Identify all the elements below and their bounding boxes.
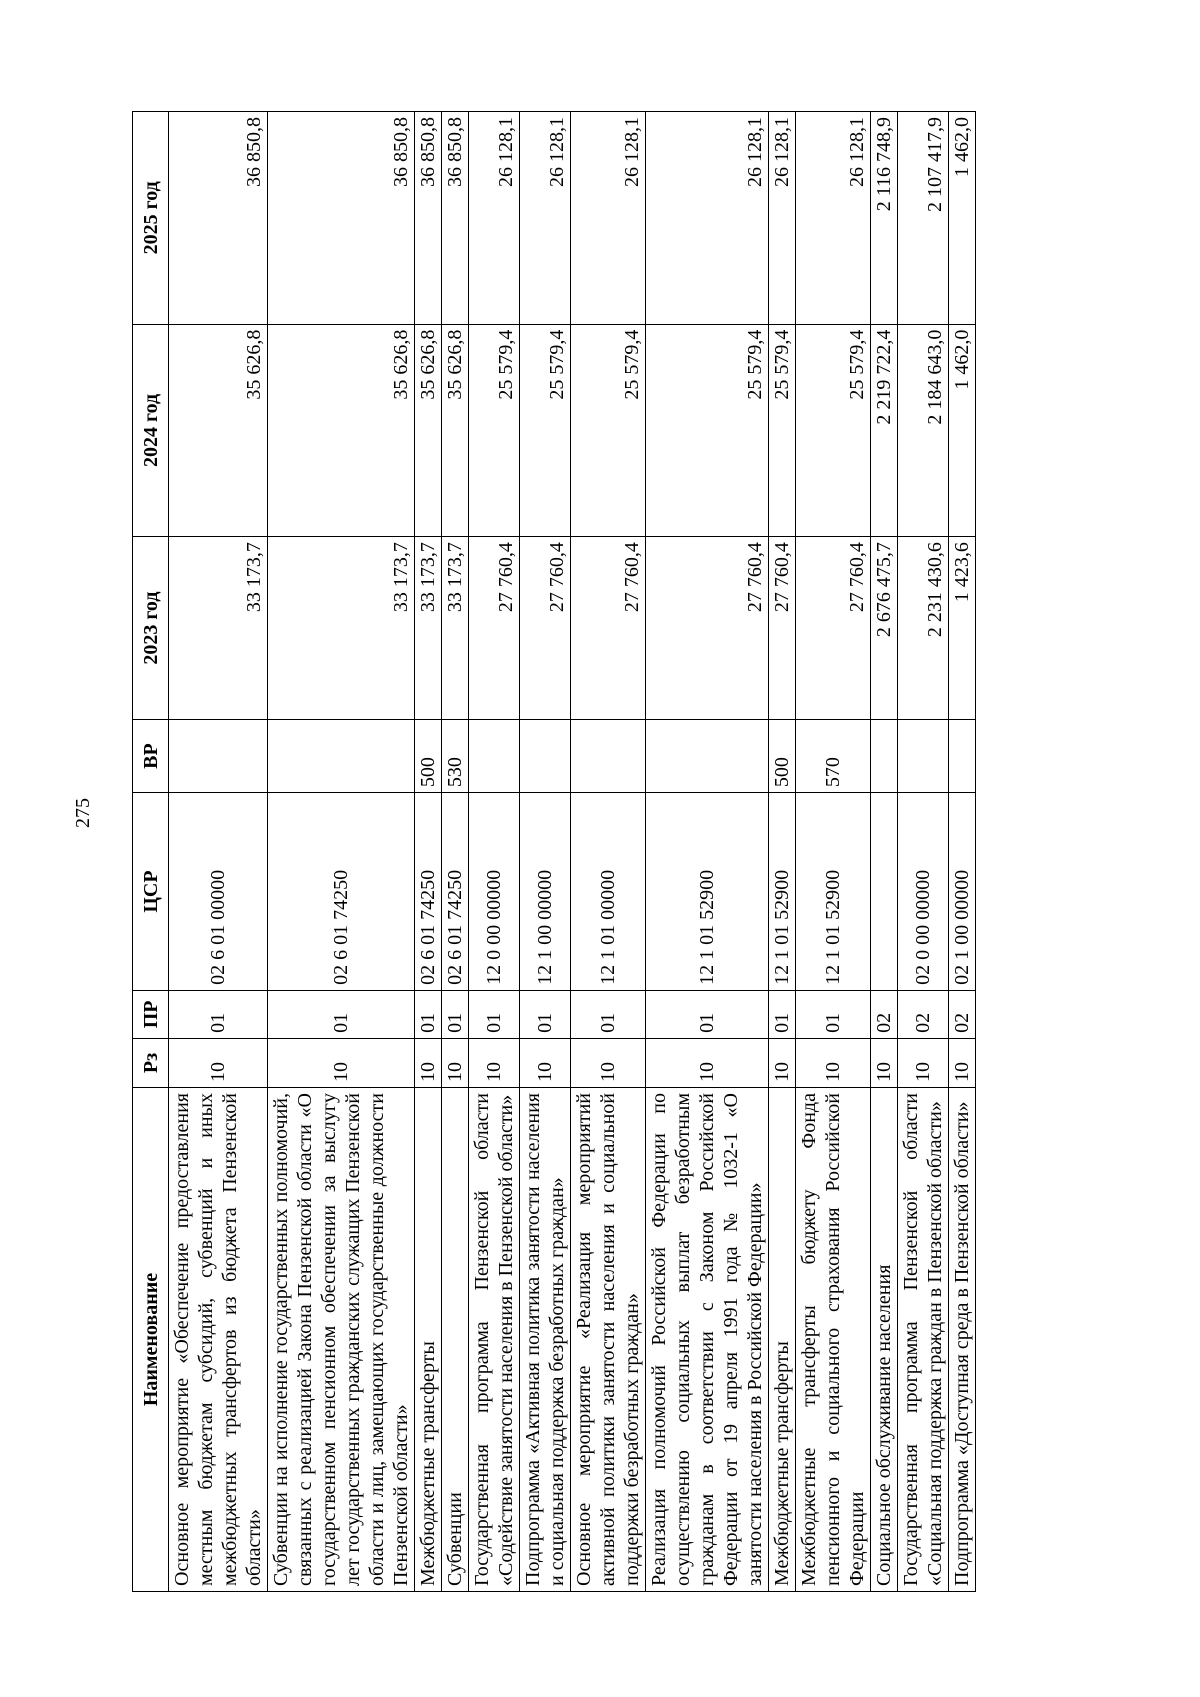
row-2023: 27 760,4 bbox=[571, 537, 646, 720]
row-csr: 12 1 01 52900 bbox=[769, 793, 796, 991]
row-rz: 10 bbox=[415, 1038, 442, 1087]
budget-table-rotated bbox=[132, 111, 1054, 1592]
row-2025: 36 850,8 bbox=[415, 112, 442, 325]
row-2023: 2 676 475,7 bbox=[871, 537, 898, 720]
row-csr: 12 1 00 00000 bbox=[520, 793, 571, 991]
row-rz: 10 bbox=[268, 1038, 415, 1087]
row-rz: 10 bbox=[469, 1038, 520, 1087]
table-row bbox=[520, 112, 571, 1592]
row-pr: 01 bbox=[796, 990, 871, 1038]
row-csr: 02 6 01 74250 bbox=[415, 793, 442, 991]
row-2023: 33 173,7 bbox=[169, 537, 268, 720]
row-name: Реализация полномочий Российской Федерации по осуществлению социальных выплат безработным гражданам в соответствии с Законом Российской Федерации от 19 апреля 1991 года № 1032-1 «О занятости населения в Российской Федерации» bbox=[646, 1088, 769, 1592]
row-2025: 36 850,8 bbox=[442, 112, 469, 325]
row-name: Государственная программа Пензенской области «Социальная поддержка граждан в Пензенской области» bbox=[898, 1088, 949, 1592]
row-rz: 10 bbox=[769, 1038, 796, 1087]
row-vr: 500 bbox=[415, 720, 442, 793]
row-csr: 02 6 01 00000 bbox=[169, 793, 268, 991]
row-name: Подпрограмма «Активная политика занятости населения и социальная поддержка безработных граждан» bbox=[520, 1088, 571, 1592]
row-2025: 2 116 748,9 bbox=[871, 112, 898, 325]
row-2024: 25 579,4 bbox=[520, 324, 571, 537]
row-rz: 10 bbox=[898, 1038, 949, 1087]
table-header-row bbox=[133, 112, 169, 1592]
row-2025: 2 107 417,9 bbox=[898, 112, 949, 325]
row-2024: 25 579,4 bbox=[571, 324, 646, 537]
row-vr bbox=[871, 720, 898, 793]
row-csr: 02 6 01 74250 bbox=[442, 793, 469, 991]
row-2024: 2 184 643,0 bbox=[898, 324, 949, 537]
row-2023: 27 760,4 bbox=[469, 537, 520, 720]
row-csr: 12 1 01 52900 bbox=[646, 793, 769, 991]
row-2024: 2 219 722,4 bbox=[871, 324, 898, 537]
row-pr: 02 bbox=[949, 990, 976, 1038]
row-pr: 01 bbox=[469, 990, 520, 1038]
row-2025: 26 128,1 bbox=[796, 112, 871, 325]
row-name: Социальное обслуживание населения bbox=[871, 1088, 898, 1592]
table-row bbox=[871, 112, 898, 1592]
row-csr: 12 0 00 00000 bbox=[469, 793, 520, 991]
row-vr: 530 bbox=[442, 720, 469, 793]
row-2024: 25 579,4 bbox=[769, 324, 796, 537]
row-pr: 01 bbox=[769, 990, 796, 1038]
table-row bbox=[442, 112, 469, 1592]
row-pr: 02 bbox=[871, 990, 898, 1038]
row-rz: 10 bbox=[442, 1038, 469, 1087]
row-vr bbox=[520, 720, 571, 793]
row-name: Субвенции bbox=[442, 1088, 469, 1592]
row-2024: 35 626,8 bbox=[268, 324, 415, 537]
header-2024: 2024 год bbox=[133, 324, 169, 537]
row-vr bbox=[268, 720, 415, 793]
row-vr: 500 bbox=[769, 720, 796, 793]
row-csr: 02 6 01 74250 bbox=[268, 793, 415, 991]
row-rz: 10 bbox=[646, 1038, 769, 1087]
table-row bbox=[571, 112, 646, 1592]
row-2025: 26 128,1 bbox=[571, 112, 646, 325]
row-pr: 01 bbox=[415, 990, 442, 1038]
header-vr: ВР bbox=[133, 720, 169, 793]
row-rz: 10 bbox=[871, 1038, 898, 1087]
row-2023: 27 760,4 bbox=[520, 537, 571, 720]
row-vr bbox=[571, 720, 646, 793]
row-2025: 36 850,8 bbox=[169, 112, 268, 325]
header-csr: ЦСР bbox=[133, 793, 169, 991]
header-pr: ПР bbox=[133, 990, 169, 1038]
table-row bbox=[898, 112, 949, 1592]
page-number: 275 bbox=[72, 798, 94, 828]
row-2025: 26 128,1 bbox=[769, 112, 796, 325]
row-pr: 01 bbox=[646, 990, 769, 1038]
row-pr: 01 bbox=[442, 990, 469, 1038]
table-row bbox=[796, 112, 871, 1592]
row-rz: 10 bbox=[571, 1038, 646, 1087]
row-2024: 35 626,8 bbox=[169, 324, 268, 537]
row-csr: 02 0 00 00000 bbox=[898, 793, 949, 991]
row-vr bbox=[169, 720, 268, 793]
row-2023: 33 173,7 bbox=[415, 537, 442, 720]
row-vr bbox=[949, 720, 976, 793]
row-csr: 12 1 01 00000 bbox=[571, 793, 646, 991]
table-row bbox=[415, 112, 442, 1592]
row-pr: 02 bbox=[898, 990, 949, 1038]
row-vr bbox=[646, 720, 769, 793]
row-name: Субвенции на исполнение государственных полномочий, связанных с реализацией Закона Пензенской области «О государственном пенсионном обеспечении за выслугу лет государственных гражданских служащих Пензенской области и лиц, замещающих государственные должности Пензенской области» bbox=[268, 1088, 415, 1592]
row-rz: 10 bbox=[169, 1038, 268, 1087]
row-rz: 10 bbox=[796, 1038, 871, 1087]
budget-table bbox=[132, 111, 976, 1592]
row-csr bbox=[871, 793, 898, 991]
header-2025: 2025 год bbox=[133, 112, 169, 325]
row-vr: 570 bbox=[796, 720, 871, 793]
row-pr: 01 bbox=[571, 990, 646, 1038]
row-2023: 27 760,4 bbox=[769, 537, 796, 720]
row-name: Государственная программа Пензенской области «Содействие занятости населения в Пензенской области» bbox=[469, 1088, 520, 1592]
row-2025: 1 462,0 bbox=[949, 112, 976, 325]
row-2024: 25 579,4 bbox=[469, 324, 520, 537]
row-2023: 27 760,4 bbox=[646, 537, 769, 720]
row-2024: 25 579,4 bbox=[646, 324, 769, 537]
row-pr: 01 bbox=[268, 990, 415, 1038]
row-2024: 35 626,8 bbox=[442, 324, 469, 537]
row-pr: 01 bbox=[169, 990, 268, 1038]
row-2025: 36 850,8 bbox=[268, 112, 415, 325]
table-row bbox=[769, 112, 796, 1592]
table-row bbox=[646, 112, 769, 1592]
row-2023: 27 760,4 bbox=[796, 537, 871, 720]
table-row bbox=[469, 112, 520, 1592]
row-pr: 01 bbox=[520, 990, 571, 1038]
row-2023: 2 231 430,6 bbox=[898, 537, 949, 720]
row-2024: 1 462,0 bbox=[949, 324, 976, 537]
row-rz: 10 bbox=[520, 1038, 571, 1087]
row-2025: 26 128,1 bbox=[646, 112, 769, 325]
row-vr bbox=[469, 720, 520, 793]
row-2024: 35 626,8 bbox=[415, 324, 442, 537]
row-2025: 26 128,1 bbox=[520, 112, 571, 325]
row-name: Межбюджетные трансферты bbox=[415, 1088, 442, 1592]
row-rz: 10 bbox=[949, 1038, 976, 1087]
table-row bbox=[169, 112, 268, 1592]
row-name: Основное мероприятие «Обеспечение предоставления местным бюджетам субсидий, субвенций и иных межбюджетных трансфертов из бюджета Пензенской области» bbox=[169, 1088, 268, 1592]
row-name: Межбюджетные трансферты бюджету Фонда пенсионного и социального страхования Российской Федерации bbox=[796, 1088, 871, 1592]
table-row bbox=[949, 112, 976, 1592]
row-name: Межбюджетные трансферты bbox=[769, 1088, 796, 1592]
header-2023: 2023 год bbox=[133, 537, 169, 720]
row-csr: 12 1 01 52900 bbox=[796, 793, 871, 991]
row-2025: 26 128,1 bbox=[469, 112, 520, 325]
header-name: Наименование bbox=[133, 1088, 169, 1592]
row-2023: 1 423,6 bbox=[949, 537, 976, 720]
row-2023: 33 173,7 bbox=[442, 537, 469, 720]
row-name: Подпрограмма «Доступная среда в Пензенской области» bbox=[949, 1088, 976, 1592]
row-2024: 25 579,4 bbox=[796, 324, 871, 537]
row-2023: 33 173,7 bbox=[268, 537, 415, 720]
header-rz: Рз bbox=[133, 1038, 169, 1087]
table-row bbox=[268, 112, 415, 1592]
row-name: Основное мероприятие «Реализация мероприятий активной политики занятости населения и социальной поддержки безработных граждан» bbox=[571, 1088, 646, 1592]
row-csr: 02 1 00 00000 bbox=[949, 793, 976, 991]
row-vr bbox=[898, 720, 949, 793]
